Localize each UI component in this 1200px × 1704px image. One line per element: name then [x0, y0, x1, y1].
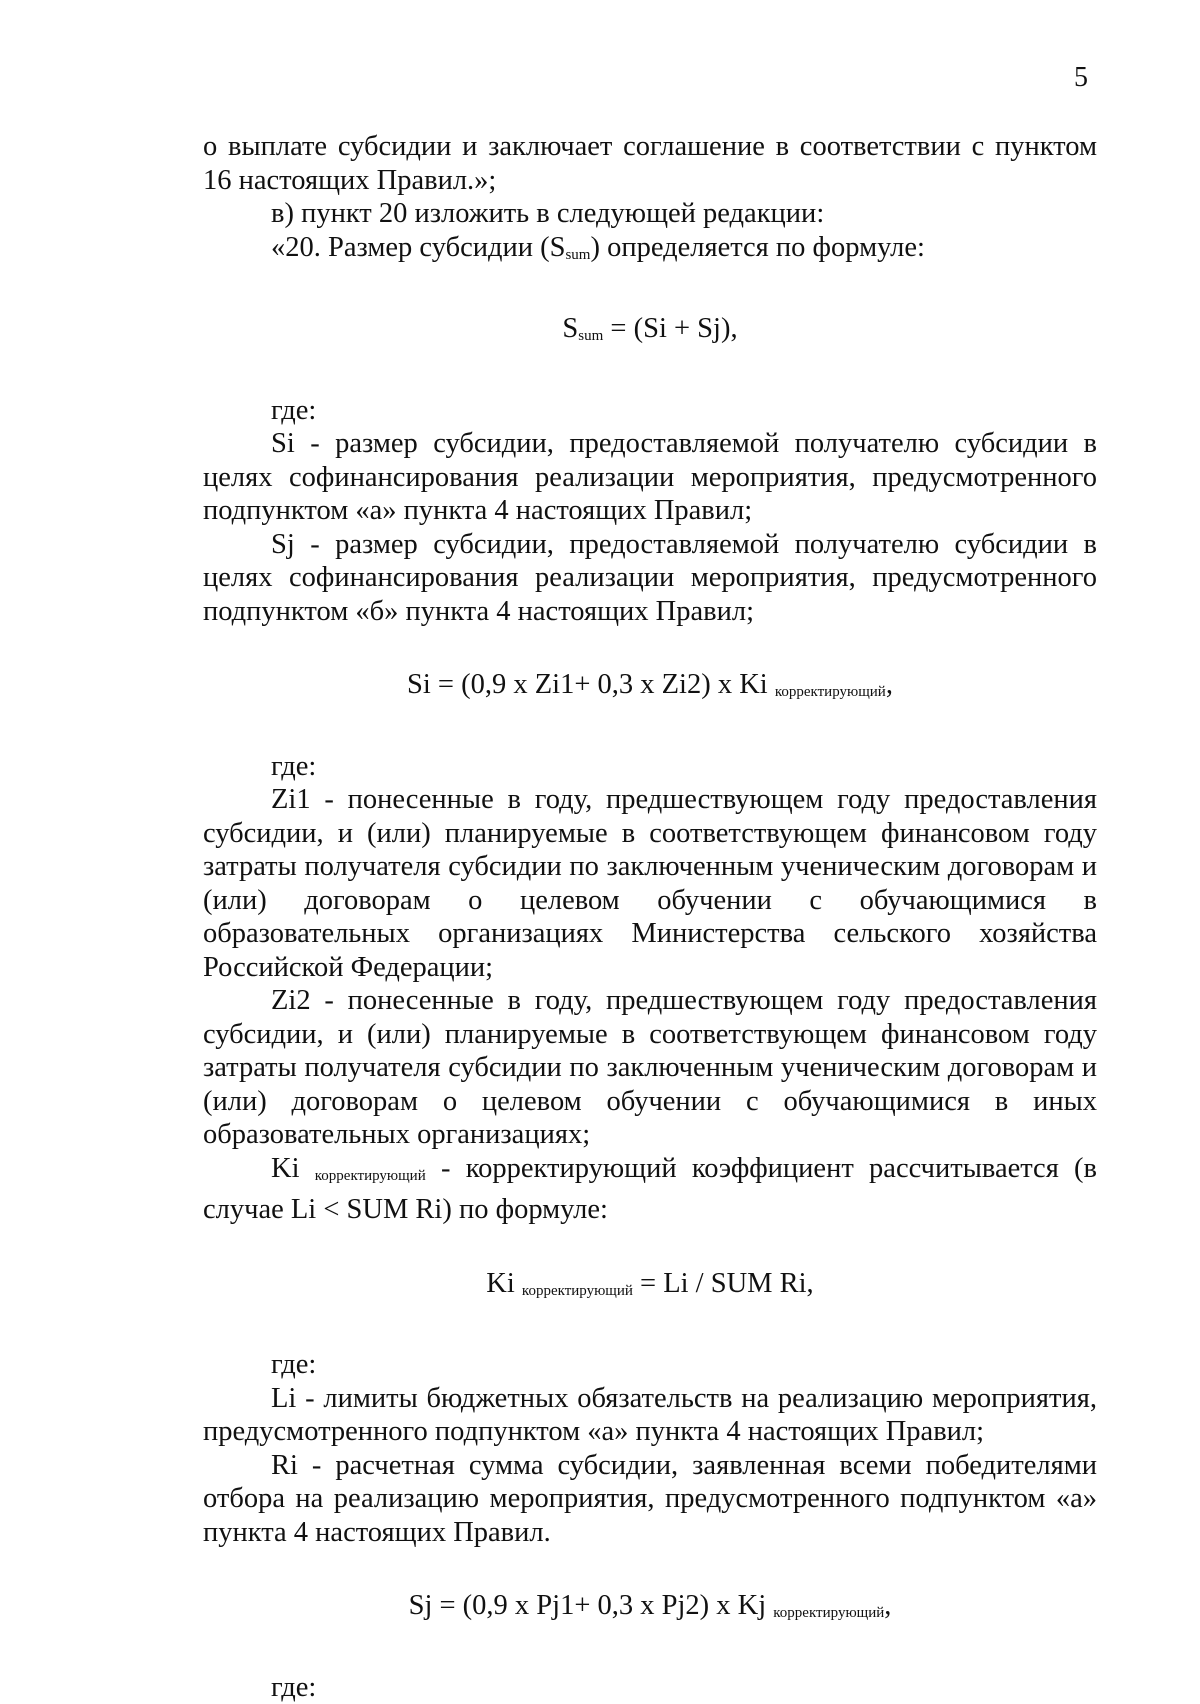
formula-ki-pre: Ki [486, 1268, 522, 1299]
where-label-3: где: [203, 1348, 1097, 1382]
formula-sj-pre: Sj = (0,9 x Pj1+ 0,3 x Pj2) x Kj [409, 1590, 774, 1621]
page-number: 5 [1074, 62, 1088, 94]
formula-ssum-pre: S [562, 313, 578, 344]
formula-si-pre: Si = (0,9 x Zi1+ 0,3 x Zi2) x Ki [407, 669, 775, 700]
where-label-2: где: [203, 750, 1097, 784]
paragraph-item-v: в) пункт 20 изложить в следующей редакции: [203, 197, 1097, 231]
formula-si [203, 668, 1097, 710]
subscript-sum: sum [565, 247, 590, 263]
formula-ki-post: = Li / SUM Ri, [633, 1268, 814, 1299]
paragraph-item-20-pre: «20. Размер субсидии (S [271, 232, 565, 263]
formula-ssum [203, 312, 1097, 354]
formula-sj-sub: корректирующий [773, 1605, 884, 1621]
definition-ki-sub: корректирующий [315, 1168, 426, 1184]
definition-li: Li - лимиты бюджетных обязательств на реализацию мероприятия, предусмотренного подпунктом «а» пункта 4 настоящих Правил; [203, 1382, 1097, 1449]
definition-sj: Sj - размер субсидии, предоставляемой получателю субсидии в целях софинансирования реализации мероприятия, предусмотренного подпунктом «б» пункта 4 настоящих Правил; [203, 528, 1097, 629]
formula-sj [203, 1589, 1097, 1631]
definition-si: Si - размер субсидии, предоставляемой получателю субсидии в целях софинансирования реализации мероприятия, предусмотренного подпунктом «а» пункта 4 настоящих Правил; [203, 427, 1097, 528]
formula-si-post: , [886, 669, 893, 700]
where-label-4: где: [203, 1671, 1097, 1704]
where-label-1: где: [203, 394, 1097, 428]
formula-ssum-post: = (Si + Sj), [603, 313, 737, 344]
definition-ki [203, 1152, 1097, 1227]
document-body [203, 130, 1097, 1704]
formula-ki [203, 1267, 1097, 1309]
definition-ri: Ri - расчетная сумма субсидии, заявленная всеми победителями отбора на реализацию мероприятия, предусмотренного подпунктом «а» пункта 4 настоящих Правил. [203, 1449, 1097, 1550]
definition-ki-pre: Ki [271, 1153, 315, 1184]
formula-sj-post: , [884, 1590, 891, 1621]
formula-ki-sub: корректирующий [522, 1283, 633, 1299]
paragraph-item-20 [203, 231, 1097, 273]
formula-ssum-sub: sum [578, 328, 603, 344]
definition-zi2: Zi2 - понесенные в году, предшествующем году предоставления субсидии, и (или) планируемые в соответствующем финансовом году затраты получателя субсидии по заключенным ученическим договорам и (или) договорам о целевом обучении с обучающимися в иных образовательных организациях; [203, 984, 1097, 1152]
formula-si-sub: корректирующий [775, 684, 886, 700]
paragraph-item-20-post: ) определяется по формуле: [590, 232, 924, 263]
definition-ki-post: - корректирующий коэффициент рассчитывается (в случае Li < SUM Ri) по формуле: [203, 1153, 1097, 1226]
paragraph-payment-agreement: о выплате субсидии и заключает соглашение в соответствии с пунктом 16 настоящих Правил.»; [203, 130, 1097, 197]
definition-zi1: Zi1 - понесенные в году, предшествующем году предоставления субсидии, и (или) планируемые в соответствующем финансовом году затраты получателя субсидии по заключенным ученическим договорам и (или) договорам о целевом обучении с обучающимися в образовательных организациях Министерства сельского хозяйства Российской Федерации; [203, 783, 1097, 984]
